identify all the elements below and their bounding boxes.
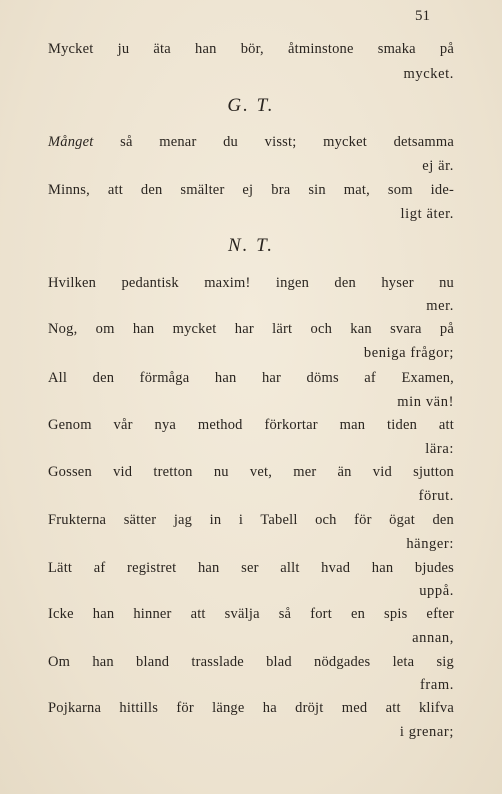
verse-line-7-continuation: lära:	[425, 441, 454, 457]
verse-line-12: Om han bland trasslade blad nödgades leta sig	[48, 654, 454, 670]
verse-line-9: Frukterna sätter jag in i Tabell och för ögat den	[48, 512, 454, 528]
verse-line-6-continuation: min vän!	[397, 394, 454, 410]
verse-line-12-continuation: fram.	[420, 677, 454, 693]
verse-line-2-text: så menar du visst; mycket detsamma	[93, 134, 454, 150]
verse-line-6: All den förmåga han har döms af Examen,	[48, 370, 454, 386]
verse-line-13: Pojkarna hittills för länge ha dröjt med att klifva	[48, 700, 454, 716]
verse-line-13-continuation: i grenar;	[399, 724, 454, 740]
verse-line-10: Lätt af registret han ser allt hvad han bjudes	[48, 560, 454, 576]
speaker-heading-gt: G. T.	[227, 95, 275, 116]
verse-line-8-continuation: förut.	[418, 488, 454, 504]
verse-line-4-continuation: mer.	[426, 298, 454, 314]
verse-line-10-continuation: uppå.	[419, 583, 454, 599]
verse-line-5: Nog, om han mycket har lärt och kan svara på	[48, 321, 454, 337]
verse-line-8: Gossen vid tretton nu vet, mer än vid sjutton	[48, 464, 454, 480]
verse-line-3-continuation: ligt äter.	[400, 206, 454, 222]
verse-line-2	[48, 133, 454, 151]
verse-line-1-continuation: mycket.	[403, 66, 454, 82]
verse-line-4: Hvilken pedantisk maxim! ingen den hyser nu	[48, 275, 454, 291]
verse-line-11-continuation: annan,	[412, 630, 454, 646]
verse-line-5-continuation: beniga frågor;	[363, 345, 454, 361]
emphasized-word: Månget	[48, 134, 94, 150]
speaker-heading-nt: N. T.	[227, 235, 275, 256]
verse-line-9-continuation: hänger:	[406, 536, 454, 552]
verse-line-3: Minns, att den smälter ej bra sin mat, som ide-	[48, 182, 454, 198]
verse-line-2-continuation: ej är.	[422, 158, 454, 174]
verse-line-7: Genom vår nya method förkortar man tiden att	[48, 417, 454, 433]
verse-line-1: Mycket ju äta han bör, åtminstone smaka på	[48, 41, 454, 57]
page-number: 51	[415, 8, 430, 24]
verse-line-11: Icke han hinner att svälja så fort en spis efter	[48, 606, 454, 622]
